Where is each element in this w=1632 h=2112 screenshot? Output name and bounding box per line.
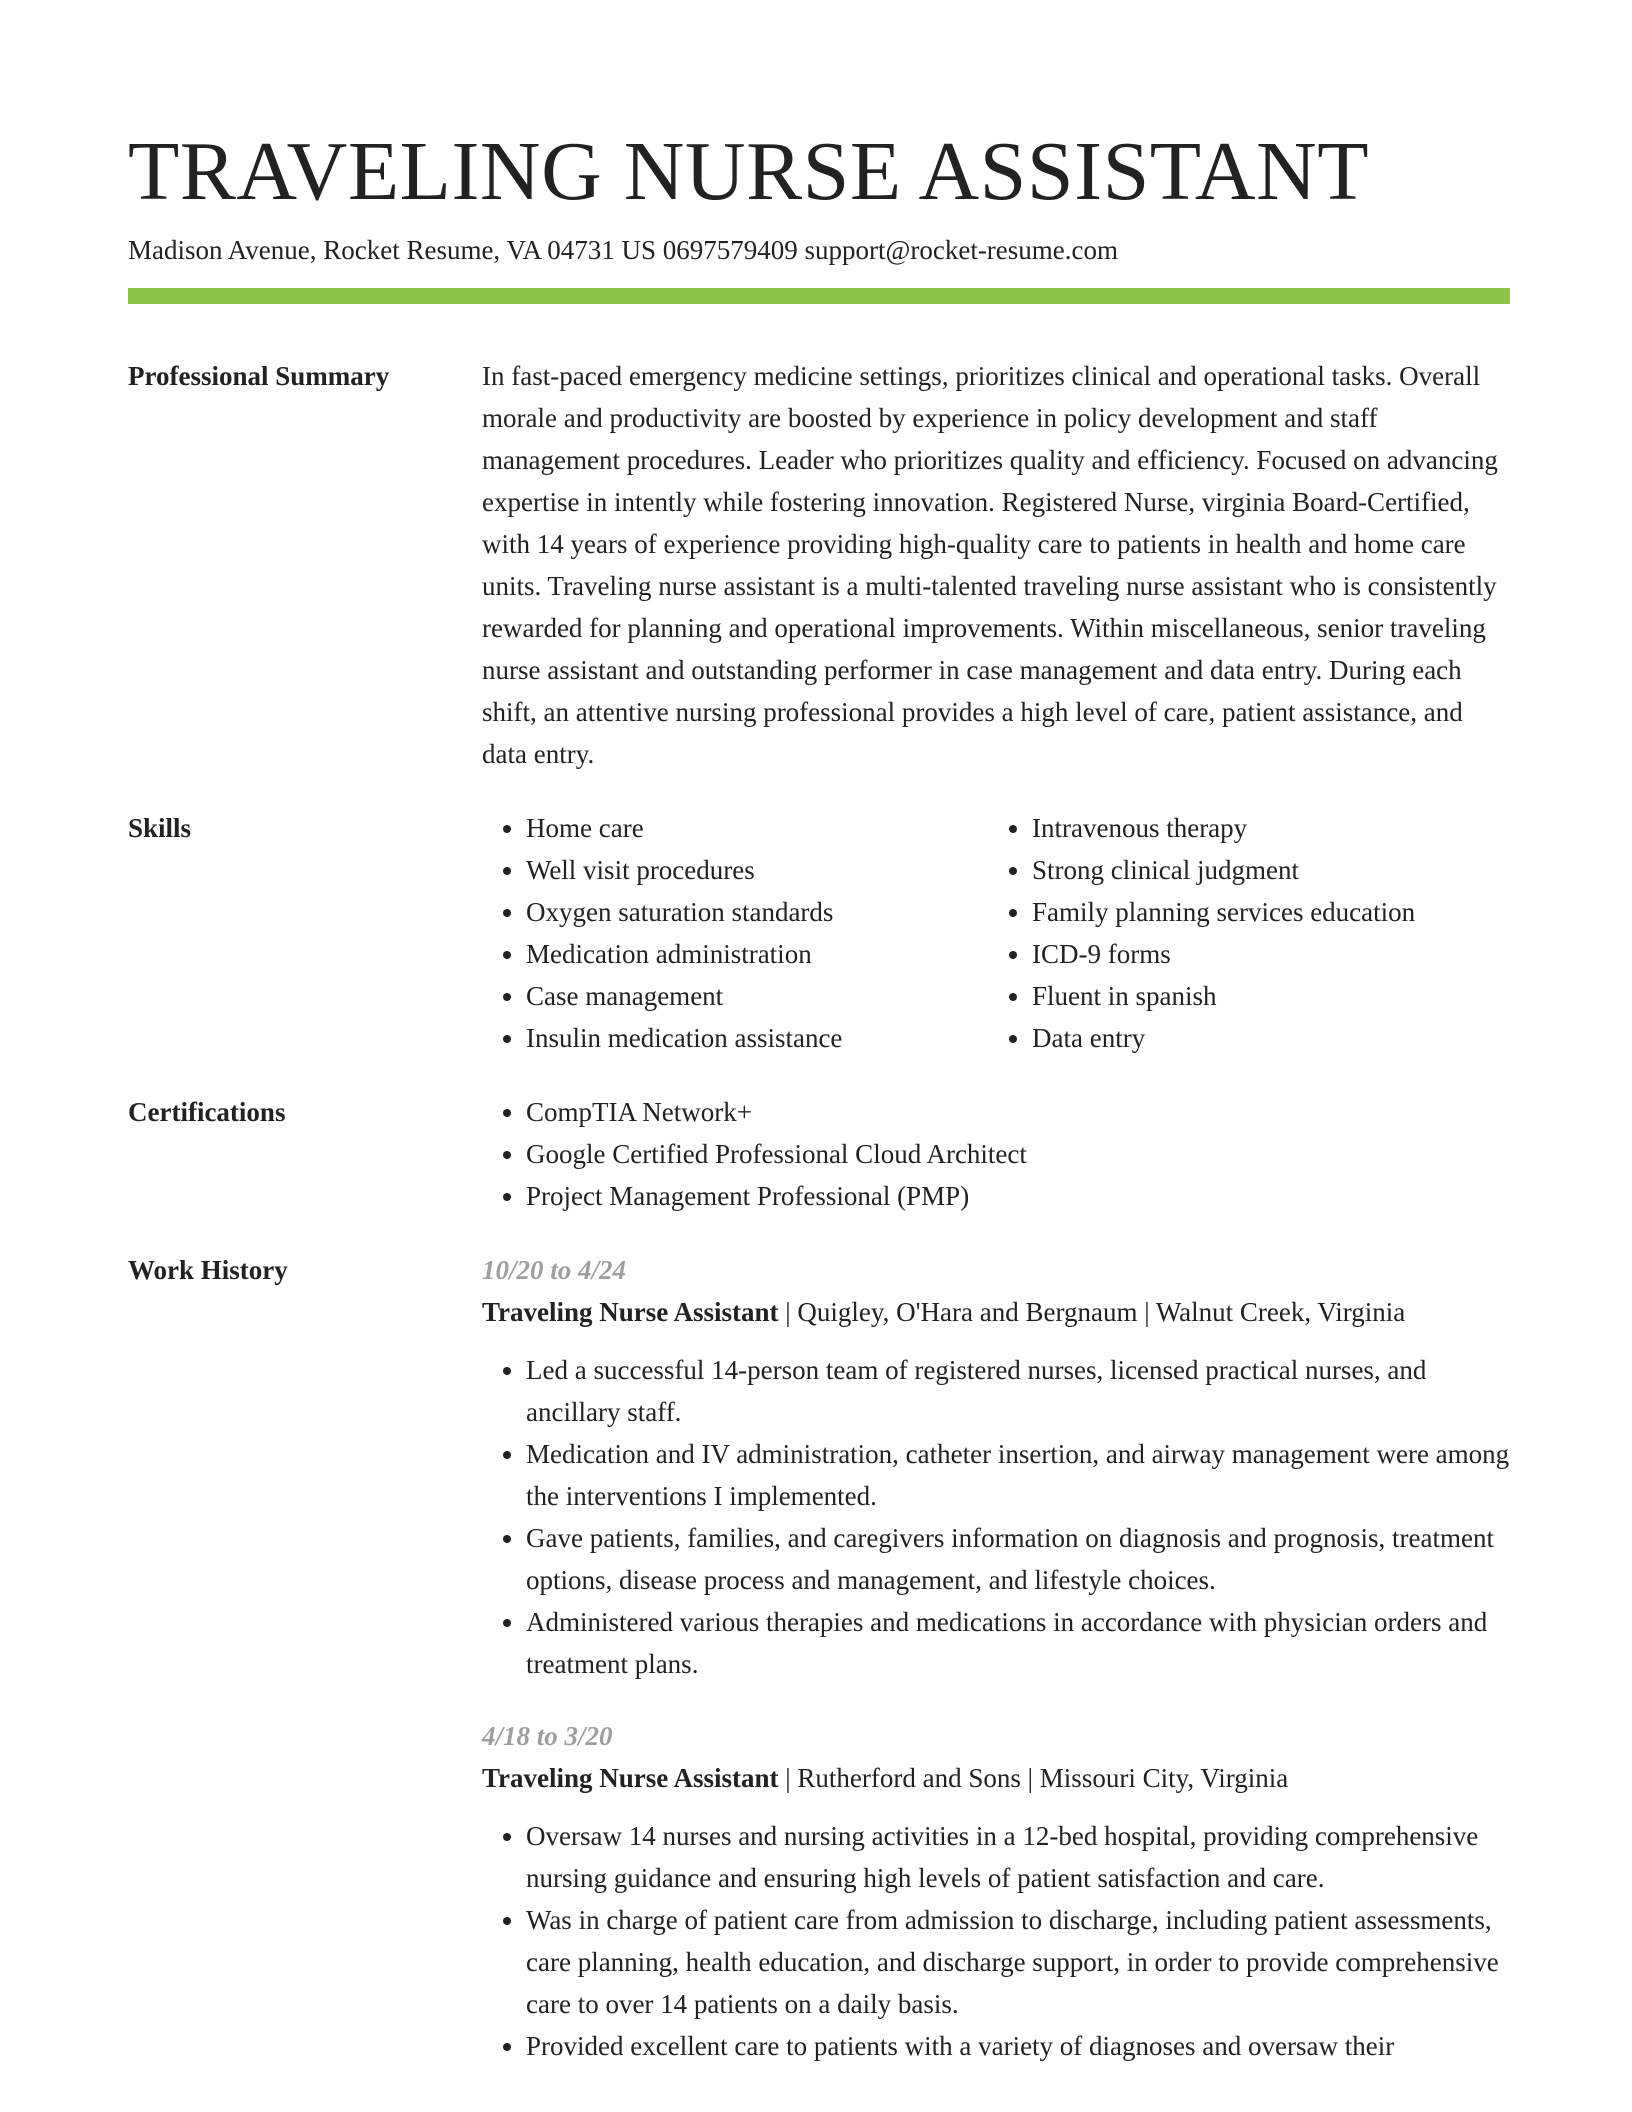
job-title: Traveling Nurse Assistant — [482, 1297, 779, 1327]
certification-item: • Google Certified Professional Cloud Architect — [526, 1133, 1510, 1175]
job-title-line — [482, 1757, 1510, 1799]
skill-item: • Intravenous therapy — [1032, 807, 1494, 849]
job-bullet: • Provided excellent care to patients with a variety of diagnoses and oversaw their — [526, 2025, 1510, 2067]
job-bullet: • Was in charge of patient care from admission to discharge, including patient assessments, care planning, health education, and discharge support, in order to provide comprehensive care to over 14 patients on a daily basis. — [526, 1899, 1510, 2025]
certifications-heading: Certifications — [128, 1097, 286, 1127]
job-details: | Quigley, O'Hara and Bergnaum | Walnut Creek, Virginia — [778, 1297, 1406, 1327]
job-dates: 4/18 to 3/20 — [482, 1721, 613, 1751]
certifications-section — [128, 1091, 1510, 1217]
resume-page — [128, 0, 1510, 2067]
summary-text: In fast-paced emergency medicine settings, prioritizes clinical and operational tasks. Overall morale and productivity are boosted by experience in policy development and staff management procedures. Leader who prioritizes quality and efficiency. Focused on advancing expertise in intently while fostering innovation. Registered Nurse, virginia Board-Certified, with 14 years of experience providing high-quality care to patients in health and home care units. Traveling nurse assistant is a multi-talented traveling nurse assistant who is consistently rewarded for planning and operational improvements. Within miscellaneous, senior traveling nurse assistant and outstanding performer in case management and data entry. During each shift, an attentive nursing professional provides a high level of care, patient assistance, and data entry. — [482, 361, 1498, 769]
job-bullet: • Led a successful 14-person team of registered nurses, licensed practical nurses, and ancillary staff. — [526, 1349, 1510, 1433]
skills-section — [128, 807, 1510, 1059]
skill-item: • Oxygen saturation standards — [526, 891, 988, 933]
contact-line: Madison Avenue, Rocket Resume, VA 04731 US 0697579409 support@rocket-resume.com — [128, 235, 1119, 265]
skills-column-right — [988, 807, 1494, 1059]
skill-item: • Well visit procedures — [526, 849, 988, 891]
job-entry — [482, 1249, 1510, 1685]
job-title: Traveling Nurse Assistant — [482, 1763, 779, 1793]
job-dates: 10/20 to 4/24 — [482, 1255, 627, 1285]
skill-item: • ICD-9 forms — [1032, 933, 1494, 975]
job-bullet: • Medication and IV administration, catheter insertion, and airway management were among the interventions I implemented. — [526, 1433, 1510, 1517]
skill-item: • Medication administration — [526, 933, 988, 975]
skill-item: • Insulin medication assistance — [526, 1017, 988, 1059]
job-bullet: • Oversaw 14 nurses and nursing activities in a 12-bed hospital, providing comprehensive nursing guidance and ensuring high levels of patient satisfaction and care. — [526, 1815, 1510, 1899]
work-history-section — [128, 1249, 1510, 2067]
skills-column-left — [482, 807, 988, 1059]
job-bullet: • Administered various therapies and medications in accordance with physician orders and treatment plans. — [526, 1601, 1510, 1685]
certification-item: • CompTIA Network+ — [526, 1091, 1510, 1133]
resume-name: TRAVELING NURSE ASSISTANT — [128, 125, 1369, 218]
job-bullet: • Gave patients, families, and caregivers information on diagnosis and prognosis, treatment options, disease process and management, and lifestyle choices. — [526, 1517, 1510, 1601]
summary-section — [128, 355, 1510, 775]
summary-heading: Professional Summary — [128, 361, 390, 391]
skill-item: • Home care — [526, 807, 988, 849]
skill-item: • Strong clinical judgment — [1032, 849, 1494, 891]
certification-item: • Project Management Professional (PMP) — [526, 1175, 1510, 1217]
job-details: | Rutherford and Sons | Missouri City, Virginia — [778, 1763, 1289, 1793]
skill-item: • Case management — [526, 975, 988, 1017]
job-title-line — [482, 1291, 1510, 1333]
skill-item: • Fluent in spanish — [1032, 975, 1494, 1017]
header-divider — [128, 288, 1510, 304]
skills-heading: Skills — [128, 813, 192, 843]
work-history-heading: Work History — [128, 1255, 288, 1285]
skill-item: • Data entry — [1032, 1017, 1494, 1059]
job-entry — [482, 1715, 1510, 2067]
skill-item: • Family planning services education — [1032, 891, 1494, 933]
